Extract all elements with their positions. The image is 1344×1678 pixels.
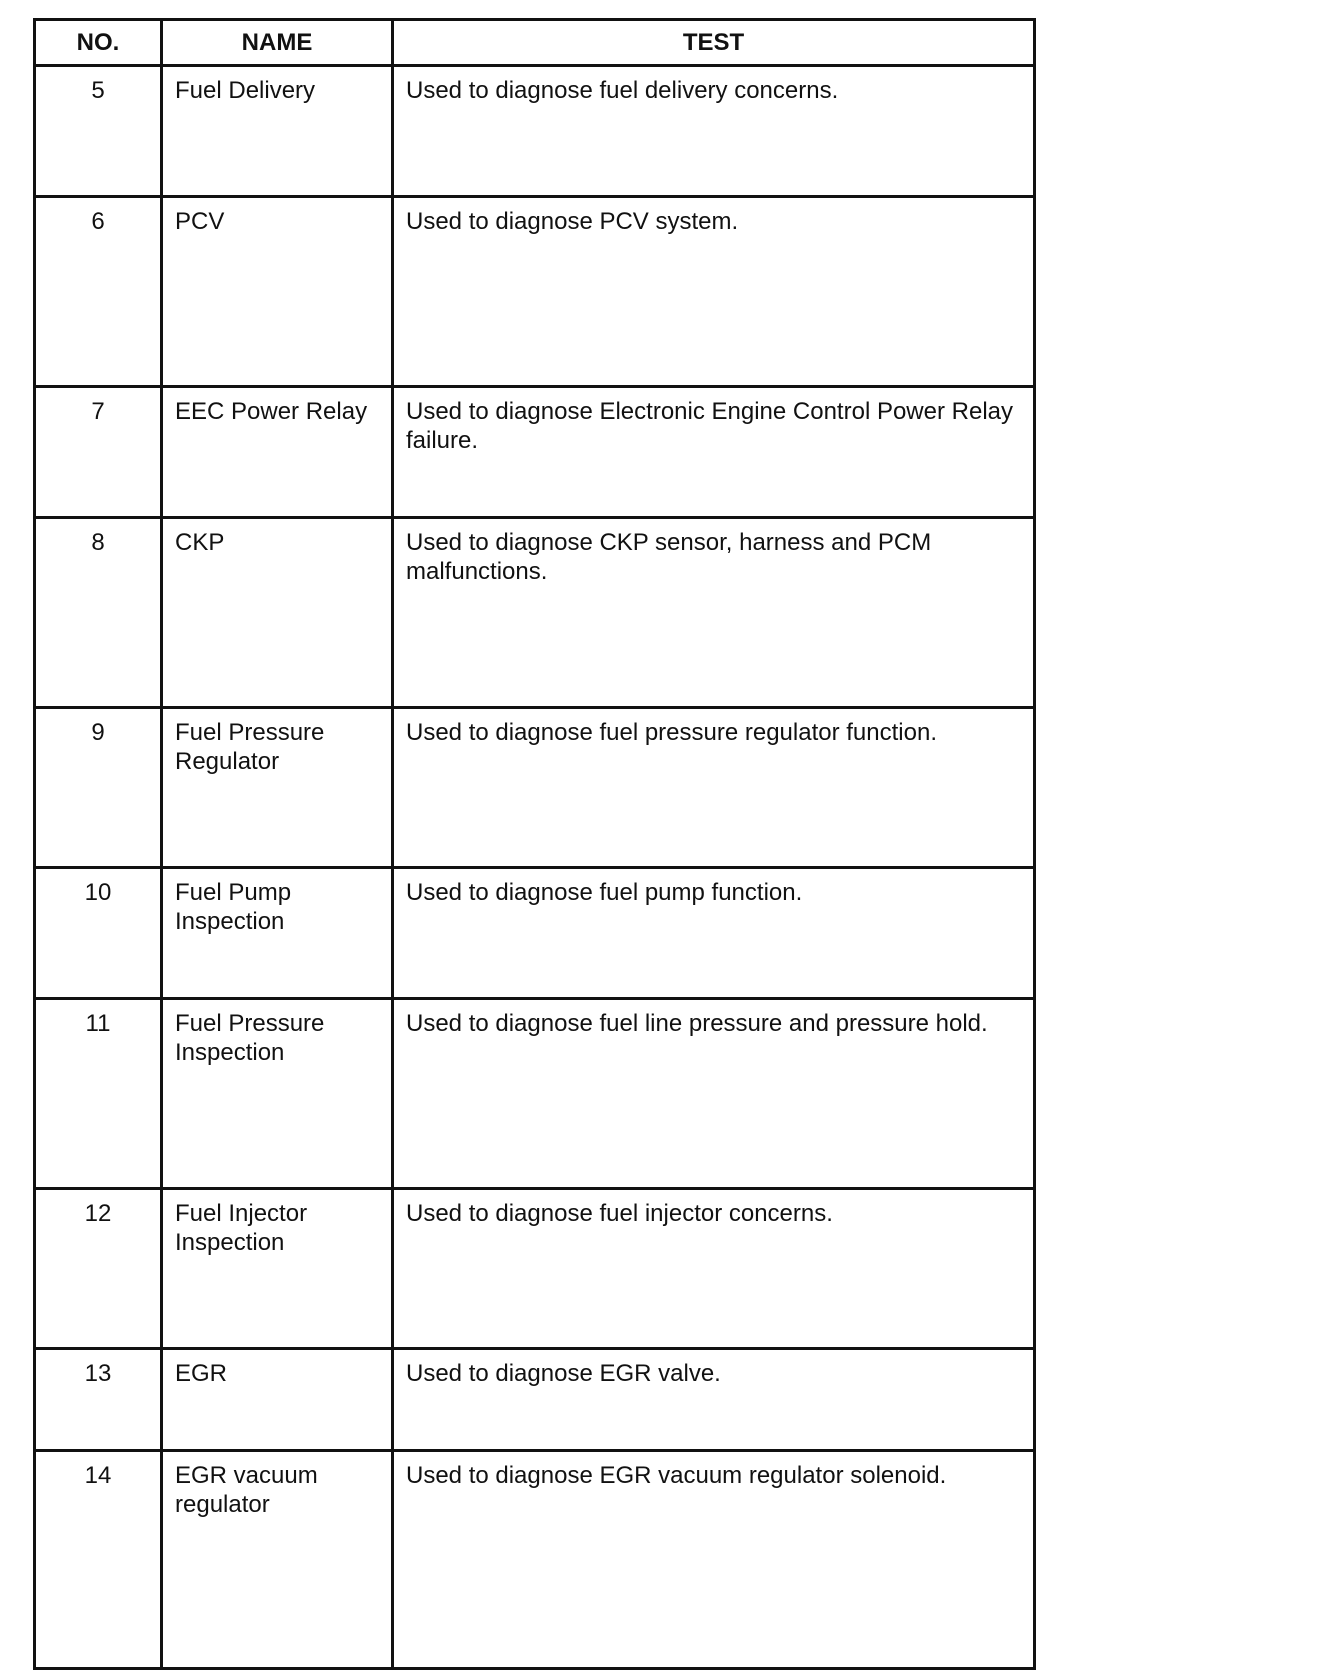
header-name: NAME xyxy=(162,20,393,66)
header-no: NO. xyxy=(35,20,162,66)
table-row xyxy=(35,387,1035,518)
table-row xyxy=(35,1189,1035,1349)
table-row xyxy=(35,999,1035,1189)
row-no: 12 xyxy=(35,1189,162,1349)
table-row xyxy=(35,518,1035,708)
row-no: 14 xyxy=(35,1451,162,1669)
row-no: 5 xyxy=(35,66,162,197)
table-row xyxy=(35,66,1035,197)
row-test: Used to diagnose EGR valve. xyxy=(393,1349,1035,1451)
row-no: 6 xyxy=(35,197,162,387)
row-test: Used to diagnose Electronic Engine Control Power Relay failure. xyxy=(393,387,1035,518)
header-test: TEST xyxy=(393,20,1035,66)
table-row xyxy=(35,868,1035,999)
row-no: 9 xyxy=(35,708,162,868)
diagnostic-test-table-sheet xyxy=(33,18,1033,1670)
row-name: Fuel Pressure Inspection xyxy=(162,999,393,1189)
header-row xyxy=(35,20,1035,66)
table-row xyxy=(35,708,1035,868)
row-test: Used to diagnose fuel line pressure and pressure hold. xyxy=(393,999,1035,1189)
row-name: Fuel Pump Inspection xyxy=(162,868,393,999)
row-name: PCV xyxy=(162,197,393,387)
row-no: 8 xyxy=(35,518,162,708)
row-no: 10 xyxy=(35,868,162,999)
row-test: Used to diagnose fuel injector concerns. xyxy=(393,1189,1035,1349)
row-no: 11 xyxy=(35,999,162,1189)
row-test: Used to diagnose fuel delivery concerns. xyxy=(393,66,1035,197)
table-row xyxy=(35,197,1035,387)
row-no: 13 xyxy=(35,1349,162,1451)
row-test: Used to diagnose fuel pressure regulator function. xyxy=(393,708,1035,868)
row-name: Fuel Pressure Regulator xyxy=(162,708,393,868)
table-row xyxy=(35,1349,1035,1451)
row-test: Used to diagnose EGR vacuum regulator solenoid. xyxy=(393,1451,1035,1669)
row-test: Used to diagnose fuel pump function. xyxy=(393,868,1035,999)
table-row xyxy=(35,1451,1035,1669)
row-name: Fuel Injector Inspection xyxy=(162,1189,393,1349)
diagnostic-test-table xyxy=(33,18,1036,1670)
row-name: EGR vacuum regulator xyxy=(162,1451,393,1669)
row-name: Fuel Delivery xyxy=(162,66,393,197)
row-name: CKP xyxy=(162,518,393,708)
row-test: Used to diagnose PCV system. xyxy=(393,197,1035,387)
row-name: EEC Power Relay xyxy=(162,387,393,518)
row-test: Used to diagnose CKP sensor, harness and PCM malfunctions. xyxy=(393,518,1035,708)
row-name: EGR xyxy=(162,1349,393,1451)
row-no: 7 xyxy=(35,387,162,518)
